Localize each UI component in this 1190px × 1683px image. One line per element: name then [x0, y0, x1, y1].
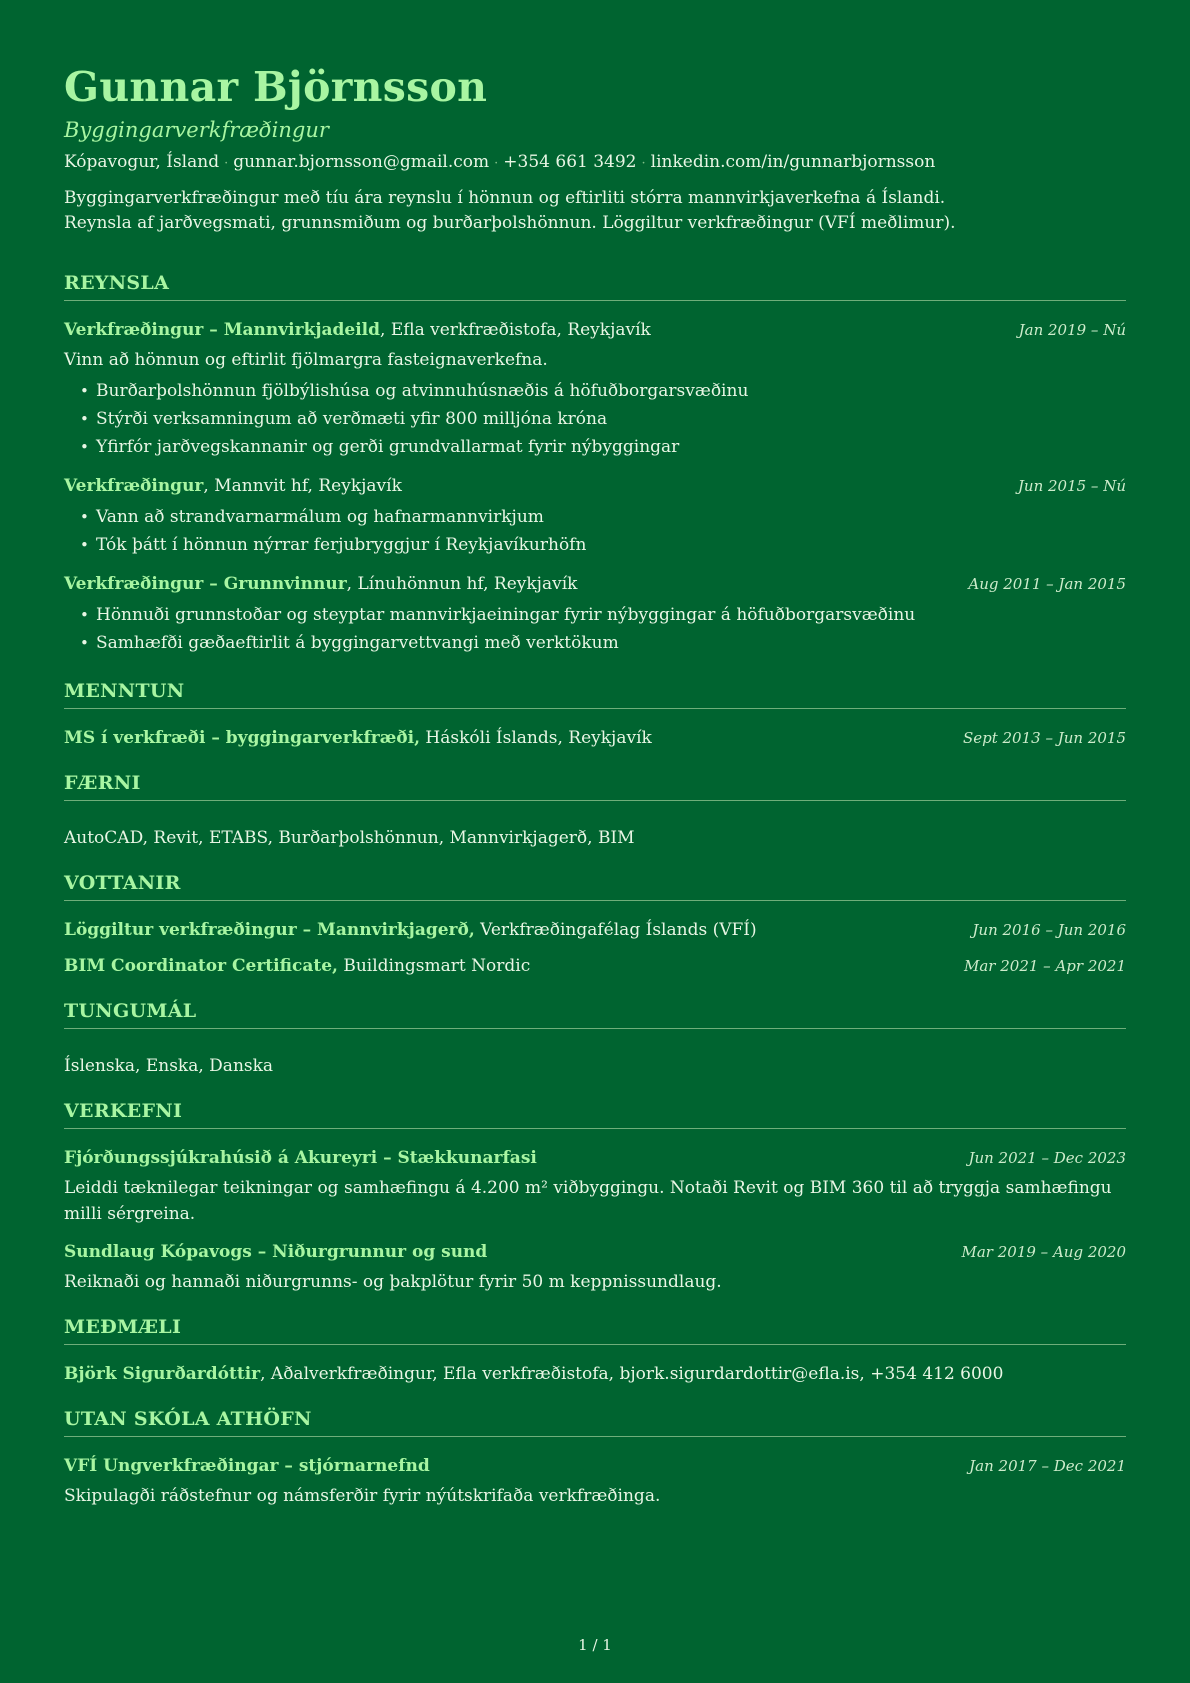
contact-phone[interactable]: +354 661 3492	[503, 152, 637, 172]
list-item: • Hönnuði grunnstoðar og steyptar mannvirkjaeiningar fyrir nýbyggingar á höfuðborgarsvæðinu	[96, 601, 1126, 629]
job-heading	[64, 571, 577, 597]
certifications-section	[64, 869, 1126, 979]
activity-entry	[64, 1453, 1126, 1509]
section-title-education: MENNTUN	[64, 677, 1126, 709]
section-title-references: MEÐMÆLI	[64, 1313, 1126, 1345]
job-org: , Mannvit hf, Reykjavík	[203, 476, 402, 496]
contact-location: Kópavogur, Ísland	[64, 152, 220, 172]
certification-date: Mar 2021 – Apr 2021	[964, 957, 1126, 975]
job-role: Verkfræðingur – Grunnvinnur	[64, 574, 347, 594]
job-heading	[64, 317, 651, 343]
education-section	[64, 677, 1126, 751]
contact-linkedin[interactable]: linkedin.com/in/gunnarbjornsson	[650, 152, 936, 172]
project-description: Leiddi tæknilegar teikningar og samhæfingu á 4.200 m² viðbyggingu. Notaði Revit og BIM 360 til að tryggja samhæfingu milli sérgreina.	[64, 1178, 1112, 1224]
section-title-languages: TUNGUMÁL	[64, 997, 1126, 1029]
languages-list: Íslenska, Enska, Danska	[64, 1056, 274, 1076]
projects-section	[64, 1097, 1126, 1295]
education-date: Sept 2013 – Jun 2015	[962, 729, 1126, 747]
list-item: • Tók þátt í hönnun nýrrar ferjubryggjur í Reykjavíkurhöfn	[96, 531, 1126, 559]
summary-line: Reynsla af jarðvegsmati, grunnsmiðum og burðarþolshönnun. Löggiltur verkfræðingur (VFÍ meðlimur).	[64, 213, 956, 233]
education-school: Háskóli Íslands, Reykjavík	[420, 728, 652, 748]
list-item: • Burðarþolshönnun fjölbýlishúsa og atvinnuhúsnæðis á höfuðborgarsvæðinu	[96, 377, 1126, 405]
skills-section	[64, 769, 1126, 851]
certification-issuer: Verkfræðingafélag Íslands (VFÍ)	[474, 920, 757, 940]
job-date: Aug 2011 – Jan 2015	[968, 575, 1126, 593]
experience-section	[64, 269, 1126, 657]
job-description: Vinn að hönnun og eftirlit fjölmargra fasteignaverkefna.	[64, 350, 548, 370]
project-name: Fjórðungssjúkrahúsið á Akureyri – Stækkunarfasi	[64, 1148, 537, 1168]
contact-separator: ·	[494, 156, 499, 171]
job-org: , Línuhönnun hf, Reykjavík	[346, 574, 578, 594]
activity-description: Skipulagði ráðstefnur og námsferðir fyrir nýútskrifaða verkfræðinga.	[64, 1486, 661, 1506]
job-date: Jun 2015 – Nú	[1017, 477, 1126, 495]
certification-entry	[64, 917, 1126, 943]
languages-section	[64, 997, 1126, 1079]
education-entry	[64, 725, 1126, 751]
candidate-name: Gunnar Björnsson	[64, 63, 488, 111]
activity-name: VFÍ Ungverkfræðingar – stjórnarnefnd	[64, 1456, 430, 1476]
activities-section	[64, 1405, 1126, 1509]
contact-line	[64, 150, 1126, 176]
job-org: , Efla verkfræðistofa, Reykjavík	[380, 320, 651, 340]
job-entry	[64, 317, 1126, 461]
section-title-experience: REYNSLA	[64, 269, 1126, 301]
contact-separator: ·	[224, 156, 229, 171]
job-role: Verkfræðingur – Mannvirkjadeild	[64, 320, 381, 340]
certification-date: Jun 2016 – Jun 2016	[972, 921, 1126, 939]
project-description: Reiknaði og hannaði niðurgrunns- og þakplötur fyrir 50 m keppnissundlaug.	[64, 1272, 722, 1292]
project-entry	[64, 1145, 1126, 1227]
certification-name: BIM Coordinator Certificate,	[64, 956, 338, 976]
section-title-activities: UTAN SKÓLA ATHÖFN	[64, 1405, 1126, 1437]
candidate-headline: Byggingarverkfræðingur	[64, 118, 329, 142]
summary	[64, 186, 1024, 236]
section-title-skills: FÆRNI	[64, 769, 1126, 801]
job-heading	[64, 473, 402, 499]
page-number: 1 / 1	[578, 1636, 612, 1654]
list-item: • Samhæfði gæðaeftirlit á byggingarvettvangi með verktökum	[96, 629, 1126, 657]
reference-name: Björk Sigurðardóttir	[64, 1364, 261, 1384]
section-title-certifications: VOTTANIR	[64, 869, 1126, 901]
references-section	[64, 1313, 1126, 1387]
activity-date: Jan 2017 – Dec 2021	[969, 1457, 1126, 1475]
summary-line: Byggingarverkfræðingur með tíu ára reynslu í hönnun og eftirliti stórra mannvirkjaverkefna á Íslandi.	[64, 188, 946, 208]
project-name: Sundlaug Kópavogs – Niðurgrunnur og sund	[64, 1242, 488, 1262]
job-entry	[64, 571, 1126, 657]
certification-entry	[64, 953, 1126, 979]
reference-details: , Aðalverkfræðingur, Efla verkfræðistofa, bjork.sigurdardottir@efla.is, +354 412 6000	[260, 1364, 1004, 1384]
job-entry	[64, 473, 1126, 559]
certification-name: Löggiltur verkfræðingur – Mannvirkjagerð,	[64, 920, 475, 940]
skills-list: AutoCAD, Revit, ETABS, Burðarþolshönnun, Mannvirkjagerð, BIM	[64, 828, 635, 848]
list-item: • Stýrði verksamningum að verðmæti yfir 800 milljóna króna	[96, 405, 1126, 433]
certification-issuer: Buildingsmart Nordic	[337, 956, 531, 976]
list-item: • Yfirfór jarðvegskannanir og gerði grundvallarmat fyrir nýbyggingar	[96, 433, 1126, 461]
job-role: Verkfræðingur	[64, 476, 204, 496]
education-degree: MS í verkfræði – byggingarverkfræði,	[64, 728, 421, 748]
job-date: Jan 2019 – Nú	[1018, 321, 1126, 339]
job-bullets	[64, 601, 1126, 657]
job-bullets	[64, 503, 1126, 559]
contact-separator: ·	[641, 156, 646, 171]
section-title-projects: VERKEFNI	[64, 1097, 1126, 1129]
project-date: Mar 2019 – Aug 2020	[961, 1243, 1126, 1261]
project-entry	[64, 1239, 1126, 1295]
contact-email[interactable]: gunnar.bjornsson@gmail.com	[233, 152, 490, 172]
project-date: Jun 2021 – Dec 2023	[968, 1149, 1126, 1167]
reference-entry	[64, 1361, 1126, 1387]
job-bullets	[64, 377, 1126, 461]
list-item: • Vann að strandvarnarmálum og hafnarmannvirkjum	[96, 503, 1126, 531]
